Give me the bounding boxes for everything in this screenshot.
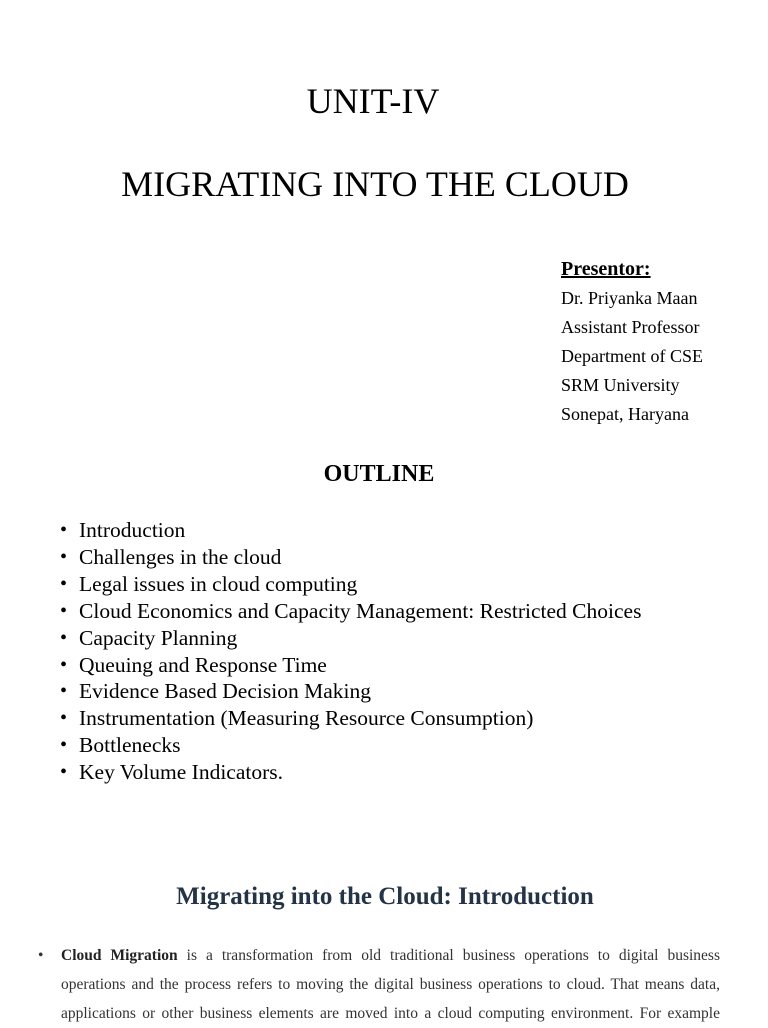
bullet-icon: •: [60, 519, 68, 541]
list-item-label: Key Volume Indicators.: [79, 760, 284, 785]
presentor-department: Department of CSE: [561, 346, 703, 366]
list-item: [60, 759, 641, 786]
presentor-heading: Presentor:: [561, 258, 651, 280]
bullet-icon: •: [60, 599, 68, 622]
list-item-label: Evidence Based Decision Making: [79, 679, 371, 704]
list-item: [60, 678, 641, 705]
list-item-label: Cloud Economics and Capacity Management: Restricted Choices: [79, 598, 642, 623]
definition-text: is a transformation from old traditional business operations to digital business operations and the process refers to moving the digital business operations to cloud. That means data, applications or other business elements are moved into a cloud computing environment. For example: [61, 947, 720, 1022]
paragraph-text: [61, 941, 720, 1028]
list-item-label: Capacity Planning: [79, 625, 238, 650]
bullet-icon: •: [60, 545, 68, 568]
bullet-icon: •: [60, 653, 68, 676]
presentor-name: Dr. Priyanka Maan: [561, 288, 698, 308]
list-item-label: Instrumentation (Measuring Resource Consumption): [79, 706, 534, 731]
list-item: [60, 732, 641, 759]
list-item-label: Challenges in the cloud: [79, 544, 282, 569]
bullet-icon: •: [60, 707, 68, 730]
bullet-icon: •: [60, 626, 68, 649]
bullet-icon: •: [60, 680, 68, 703]
bullet-icon: •: [60, 761, 68, 784]
presentor-university: SRM University: [561, 375, 680, 395]
bullet-icon: •: [38, 947, 44, 964]
section-heading: Migrating into the Cloud: Introduction: [176, 883, 594, 910]
presentor-location: Sonepat, Haryana: [561, 404, 689, 424]
presentor-designation: Assistant Professor: [561, 317, 700, 337]
presentor-block: [561, 256, 703, 429]
list-item-label: Introduction: [79, 518, 186, 542]
bullet-icon: •: [60, 734, 68, 757]
list-item-label: Queuing and Response Time: [79, 652, 327, 677]
definition-term: Cloud Migration: [61, 947, 178, 964]
outline-heading: OUTLINE: [323, 461, 435, 487]
list-item: [60, 544, 641, 571]
list-item: [60, 517, 641, 544]
outline-list: [60, 517, 641, 786]
bullet-icon: •: [60, 572, 68, 595]
list-item: [60, 705, 641, 732]
list-item-label: Legal issues in cloud computing: [79, 571, 358, 596]
list-item-label: Bottlenecks: [79, 733, 181, 758]
unit-title: UNIT-IV: [306, 81, 440, 121]
list-item: [60, 652, 641, 679]
list-item: [60, 571, 641, 598]
page-title: MIGRATING INTO THE CLOUD: [121, 164, 629, 204]
list-item: [60, 625, 641, 652]
body-paragraph: [38, 941, 720, 1028]
list-item: [60, 598, 641, 625]
